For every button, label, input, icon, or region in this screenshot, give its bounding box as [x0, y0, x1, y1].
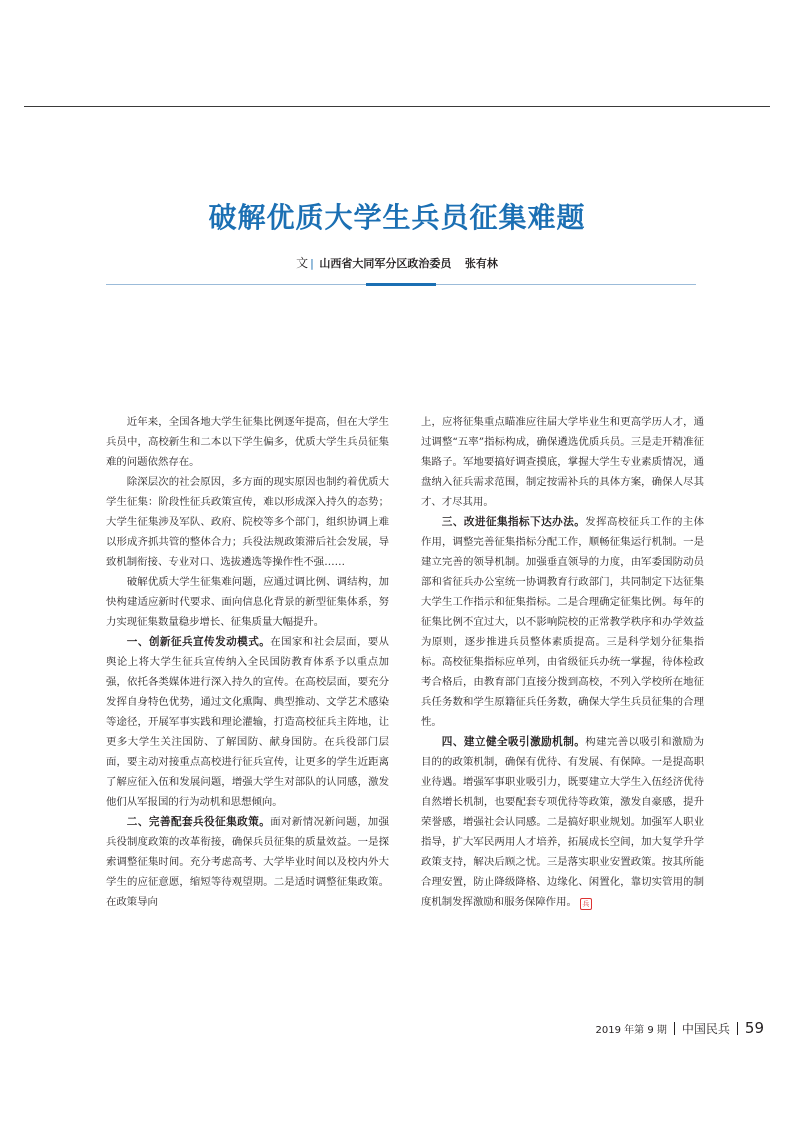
section-paragraph	[106, 632, 389, 812]
section-paragraph	[421, 512, 704, 732]
author-name: 张有林	[464, 257, 498, 270]
article-column-left	[106, 412, 389, 912]
byline-prefix: 文	[296, 256, 309, 270]
paragraph: 除深层次的社会原因，多方面的现实原因也制约着优质大学生征集：阶段性征兵政策宣传，难以形成深入持久的态势；大学生征集涉及军队、政府、院校等多个部门，组织协调上难以形成齐抓共管的整体合力；兵役法规政策滞后社会发展，导致机制衔接、专业对口、选拔遴选等操作性不强……	[106, 476, 389, 568]
article-title: 破解优质大学生兵员征集难题	[208, 201, 586, 234]
header-rule	[24, 106, 770, 107]
article-end-icon: 兵	[580, 898, 592, 910]
section-heading: 三、改进征集指标下达办法。	[441, 516, 586, 528]
section-heading: 四、建立健全吸引激励机制。	[441, 736, 586, 748]
byline	[0, 254, 794, 271]
section-paragraph	[106, 812, 389, 912]
paragraph-continued: 上，应将征集重点瞄准应往届大学毕业生和更高学历人才，通过调整“五率”指标构成，确保遴选优质兵员。三是走开精准征集路子。军地要搞好调查摸底，掌握大学生专业素质情况，通盘纳入征兵需求范围，制定按需补兵的具体方案，确保人尽其才、才尽其用。	[421, 416, 704, 508]
title-divider-accent	[366, 283, 436, 286]
issue-label: 2019 年第 9 期	[595, 1024, 667, 1036]
paragraph: 破解优质大学生征集难问题，应通过调比例、调结构，加快构建适应新时代要求、面向信息化背景的新型征集体系，努力实现征集数量稳步增长、征集质量大幅提升。	[106, 576, 389, 628]
article-column-right	[421, 412, 704, 912]
paragraph: 近年来，全国各地大学生征集比例逐年提高，但在大学生兵员中，高校新生和二本以下学生偏多，优质大学生兵员征集难的问题依然存在。	[106, 416, 389, 468]
section-heading: 一、创新征兵宣传发动模式。	[126, 636, 271, 648]
footer-divider	[737, 1022, 738, 1035]
magazine-name: 中国民兵	[681, 1021, 730, 1036]
section-text: 发挥高校征兵工作的主体作用，调整完善征集指标分配工作，顺畅征集运行机制。一是建立完善的领导机制。加强垂直领导的力度，由军委国防动员部和省征兵办公室统一协调教育行政部门，共同制定下达征集大学生工作指示和征集指标。二是合理确定征集比例。每年的征集比例不宜过大，以不影响院校的正常教学秩序和办学效益为原则，逐步推进兵员整体素质提高。三是科学划分征集指标。高校征集指标应单列，由省级征兵办统一掌握，待体检政考合格后，由教育部门直接分拨到高校，不列入学校所在地征兵任务数和学生原籍征兵任务数，确保大学生兵员征集的合理性。	[421, 516, 705, 728]
author-organization: 山西省大同军分区政治委员	[319, 257, 452, 270]
section-text: 在国家和社会层面，要从舆论上将大学生征兵宣传纳入全民国防教育体系予以重点加强，依托各类媒体进行深入持久的宣传。在高校层面，要充分发挥自身特色优势，通过文化熏陶、典型推动、文学艺术感染等途径，开展军事实践和理论灌输，打造高校征兵主阵地，让更多大学生关注国防、了解国防、献身国防。在兵役部门层面，要主动对接重点高校进行征兵宣传，让更多的学生近距离了解应征入伍和发展问题，增强大学生对部队的认同感，激发他们从军报国的行为动机和思想倾向。	[106, 636, 390, 808]
byline-separator: |	[310, 257, 314, 270]
footer-divider	[674, 1022, 675, 1035]
page-footer	[596, 1018, 764, 1038]
section-text: 面对新情况新问题，加强兵役制度政策的改革衔接，确保兵员征集的质量效益。一是探索调整征集时间。充分考虑高考、大学毕业时间以及校内外大学生的应征意愿，缩短等待观望期。二是适时调整征集政策。在政策导向	[106, 816, 390, 908]
section-text: 构建完善以吸引和激励为目的的政策机制，确保有优待、有发展、有保障。一是提高职业待遇。增强军事职业吸引力，既要建立大学生入伍经济优待自然增长机制，也要配套专项优待等政策，激发自豪感，提升荣誉感，增强社会认同感。二是搞好职业规划。加强军人职业指导，扩大军民两用人才培养，拓展成长空间，加大复学升学政策支持，解决后顾之忧。三是落实职业安置政策。按其所能合理安置，防止降级降格、边缘化、闲置化，靠切实管用的制度机制发挥激励和服务保障作用。	[421, 736, 705, 908]
section-paragraph	[421, 732, 704, 912]
section-heading: 二、完善配套兵役征集政策。	[126, 816, 271, 828]
page-number: 59	[744, 1019, 764, 1037]
